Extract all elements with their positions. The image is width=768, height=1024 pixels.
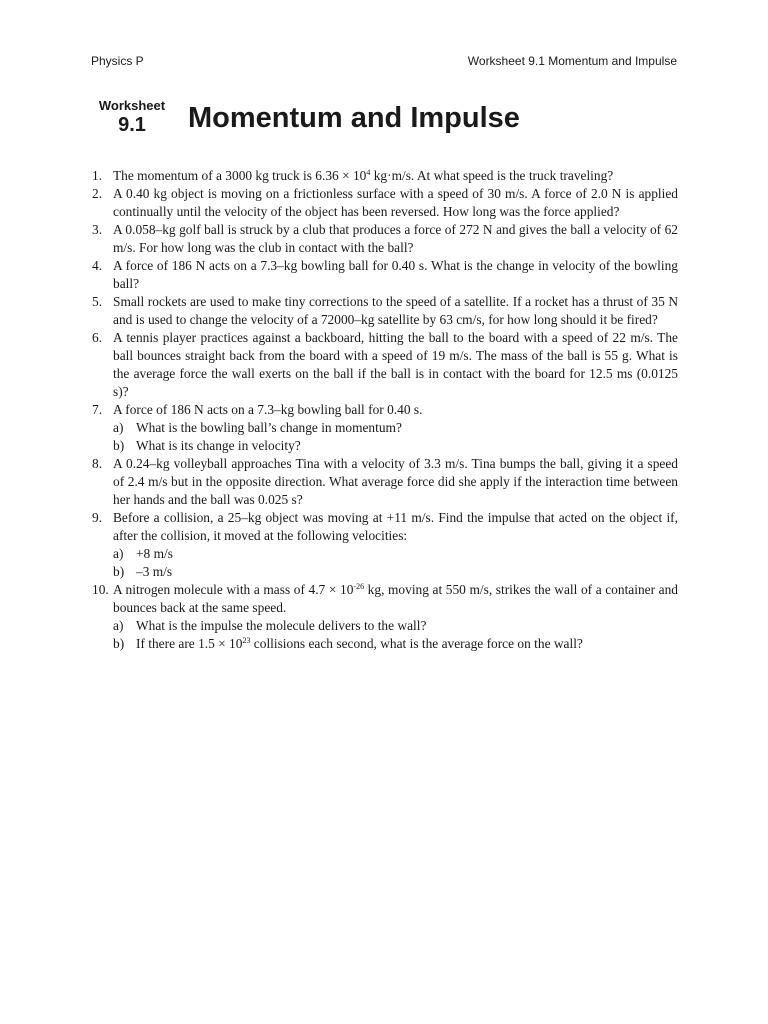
question-number: 9. [92, 510, 103, 525]
subquestion-text: +8 m/s [136, 546, 173, 561]
subquestion-item [113, 617, 678, 635]
question-item [92, 167, 678, 185]
worksheet-label: Worksheet [98, 98, 166, 113]
question-number: 6. [92, 330, 103, 345]
question-item [92, 401, 678, 455]
subquestion-label: b) [113, 636, 125, 651]
subquestion-label: b) [113, 564, 125, 579]
question-text: Small rockets are used to make tiny corrections to the speed of a satellite. If a rocket has a thrust of 35 N and is used to change the velocity of a 72000–kg satellite by 63 cm/s, for how long should it be fired? [113, 294, 678, 327]
question-number: 7. [92, 402, 103, 417]
question-item [92, 293, 678, 329]
subquestion-item [113, 437, 678, 455]
subquestion-label: b) [113, 438, 125, 453]
question-text: A force of 186 N acts on a 7.3–kg bowling ball for 0.40 s. What is the change in velocity of the bowling ball? [113, 258, 678, 291]
question-text: A force of 186 N acts on a 7.3–kg bowling ball for 0.40 s. [113, 402, 423, 417]
question-number: 5. [92, 294, 103, 309]
question-item [92, 185, 678, 221]
worksheet-number: 9.1 [118, 114, 146, 136]
question-text: Before a collision, a 25–kg object was moving at +11 m/s. Find the impulse that acted on the object if, after the collision, it moved at the following velocities: [113, 510, 678, 543]
subquestion-label: a) [113, 618, 124, 633]
question-item [92, 509, 678, 581]
question-item [92, 581, 678, 653]
question-list [92, 167, 678, 653]
subquestion-text-cont: collisions each second, what is the average force on the wall? [250, 636, 583, 651]
subquestion-list [113, 545, 678, 581]
subquestion-text: –3 m/s [136, 564, 173, 579]
question-item [92, 455, 678, 509]
question-item [92, 257, 678, 293]
question-number: 2. [92, 186, 103, 201]
question-number: 10. [92, 582, 109, 597]
question-text-cont: kg·m/s. At what speed is the truck traveling? [370, 168, 614, 183]
page-title: Momentum and Impulse [188, 102, 520, 134]
subquestion-list [113, 419, 678, 455]
question-item [92, 329, 678, 401]
subquestion-text: What is its change in velocity? [136, 438, 301, 453]
question-text: The momentum of a 3000 kg truck is 6.36 × 10 [113, 168, 367, 183]
question-number: 8. [92, 456, 103, 471]
subquestion-text: If there are 1.5 × 10 [136, 636, 243, 651]
question-number: 3. [92, 222, 103, 237]
question-text: A tennis player practices against a backboard, hitting the ball to the board with a speed of 22 m/s. The ball bounces straight back from the board with a speed of 19 m/s. The mass of the ball is 55 g. What is the average force the wall exerts on the ball if the ball is in contact with the board for 12.5 ms (0.0125 s)? [113, 330, 678, 399]
subquestion-text: What is the impulse the molecule delivers to the wall? [136, 618, 427, 633]
subquestion-label: a) [113, 420, 124, 435]
question-item [92, 221, 678, 257]
question-superscript: -26 [353, 582, 365, 591]
question-superscript: 4 [366, 168, 371, 177]
subquestion-text: What is the bowling ball’s change in momentum? [136, 420, 402, 435]
question-number: 1. [92, 168, 103, 183]
subquestion-item [113, 635, 678, 653]
subquestion-list [113, 617, 678, 653]
worksheet-badge [93, 98, 193, 136]
question-number: 4. [92, 258, 103, 273]
subquestion-label: a) [113, 546, 124, 561]
question-text: A 0.058–kg golf ball is struck by a club that produces a force of 272 N and gives the ball a velocity of 62 m/s. For how long was the club in contact with the ball? [113, 222, 678, 255]
subquestion-item [113, 563, 678, 581]
subquestion-superscript: 23 [242, 636, 251, 645]
question-text-cont: kg, moving at 550 m/s, strikes the wall of a container and bounces back at the same speed. [113, 582, 678, 615]
header-course: Physics P [91, 54, 144, 68]
question-text: A 0.24–kg volleyball approaches Tina with a velocity of 3.3 m/s. Tina bumps the ball, giving it a speed of 2.4 m/s but in the opposite direction. What average force did she apply if the interaction time between her hands and the ball was 0.025 s? [113, 456, 678, 507]
question-text: A 0.40 kg object is moving on a frictionless surface with a speed of 30 m/s. A force of 2.0 N is applied continually until the velocity of the object has been reversed. How long was the force applied? [113, 186, 678, 219]
header-worksheet-title: Worksheet 9.1 Momentum and Impulse [467, 54, 677, 68]
question-text: A nitrogen molecule with a mass of 4.7 × 10 [113, 582, 354, 597]
subquestion-item [113, 545, 678, 563]
subquestion-item [113, 419, 678, 437]
